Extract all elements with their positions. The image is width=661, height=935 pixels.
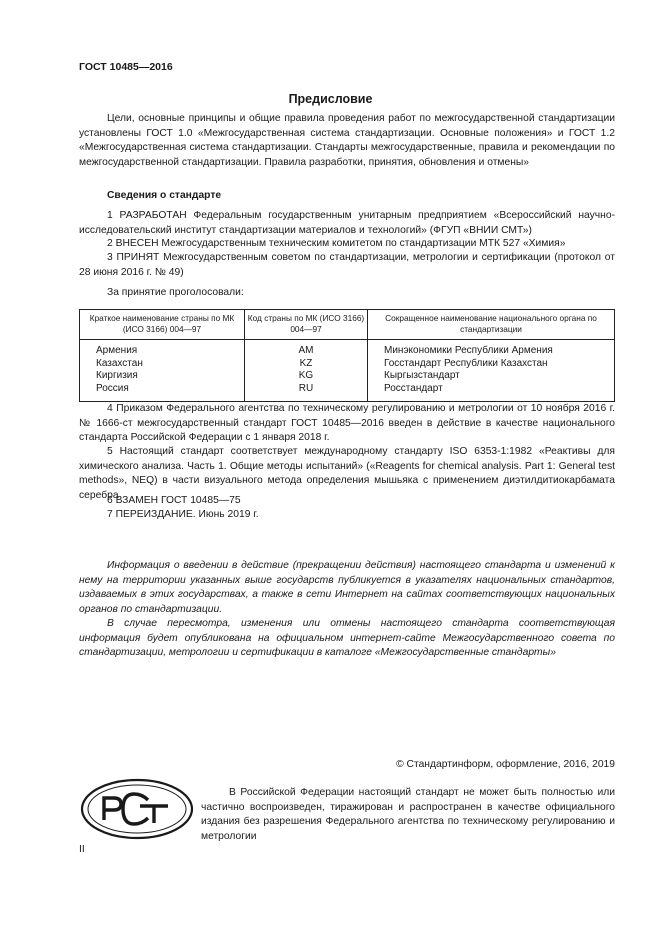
preface-title: Предисловие	[288, 92, 373, 106]
standard-info-heading: Сведения о стандарте	[107, 190, 222, 201]
col-header-body: Сокращенное наименование национального органа по стандартизации	[368, 310, 615, 340]
voting-table	[79, 309, 615, 402]
cell-codes: AM KZ KG RU	[245, 340, 368, 402]
cell-countries: Армения Казахстан Киргизия Россия	[96, 345, 143, 394]
rst-logo-icon	[80, 778, 194, 840]
preface-intro: Цели, основные принципы и общие правила проведения работ по межгосударственной стандартизации установлены ГОСТ 1.0 «Межгосударственная система стандартизации. Основные положения» и ГОСТ 1.2 «Межгосударственная система стандартизации. Стандарты межгосударственные, правила и рекомендации по межгосударственной стандартизации. Правила разработки, принятия, обновления и отмены»	[79, 113, 615, 168]
item-adopted: 3 ПРИНЯТ Межгосударственным советом по стандартизации, метрологии и сертификации (протокол от 28 июня 2016 г. № 49)	[79, 252, 615, 278]
table-header-row	[80, 310, 615, 340]
copyright-line: © Стандартинформ, оформление, 2016, 2019	[396, 759, 615, 770]
item-replaces: 6 ВЗАМЕН ГОСТ 10485—75	[107, 495, 241, 506]
item-enacted: 4 Приказом Федерального агентства по техническому регулированию и метрологии от 10 ноября 2016 г. № 1666-ст межгосударственный стандарт ГОСТ 10485—2016 введен в действие в качестве национального стандарта Российской Федерации с 1 января 2018 г.	[79, 403, 615, 443]
item-reissue: 7 ПЕРЕИЗДАНИЕ. Июнь 2019 г.	[107, 509, 259, 520]
info-notice-italic: Информация о введении в действие (прекращении действия) настоящего стандарта и изменений к нему на территории указанных выше государств публикуется в указателях национальных стандартов, издаваемых в этих государствах, а также в сети Интернет на сайтах соответствующих национальных органов по стандартизации.	[79, 560, 615, 615]
document-code: ГОСТ 10485—2016	[79, 61, 173, 73]
col-header-code: Код страны по МК (ИСО 3166) 004—97	[245, 310, 368, 340]
revision-notice-italic: В случае пересмотра, изменения или отмены настоящего стандарта соответствующая информация будет опубликована на официальном интернет-сайте Межгосударственного совета по стандартизации, метрологии и сертификации в каталоге «Межгосударственные стандарты»	[79, 618, 615, 658]
item-submitted: 2 ВНЕСЕН Межгосударственным техническим комитетом по стандартизации МТК 527 «Химия»	[107, 238, 566, 249]
col-header-country: Краткое наименование страны по МК (ИСО 3166) 004—97	[80, 310, 245, 340]
cell-bodies: Минэкономики Республики Армения Госстандарт Республики Казахстан Кыргызстандарт Росстандарт	[368, 340, 615, 402]
page-number: II	[79, 844, 85, 855]
reproduction-notice: В Российской Федерации настоящий стандарт не может быть полностью или частично воспроизведен, тиражирован и распространен в качестве официального издания без разрешения Федерального агентства по техническому регулированию и метрологии	[201, 787, 615, 842]
item-developed: 1 РАЗРАБОТАН Федеральным государственным унитарным предприятием «Всероссийский научно-исследовательский институт стандартизации материалов и технологий» (ФГУП «ВНИИ СМТ»)	[79, 210, 615, 236]
table-row	[80, 340, 615, 402]
item-iso-correspondence: 5 Настоящий стандарт соответствует международному стандарту ISO 6353-1:1982 «Реактивы для химического анализа. Часть 1. Общие методы испытаний» («Reagents for chemical analysis. Part 1: General test methods», NEQ) в части визуального метода определения мышьяка с применением диэтилдитиокарбамата серебра	[79, 446, 615, 501]
voted-label: За принятие проголосовали:	[107, 287, 244, 298]
